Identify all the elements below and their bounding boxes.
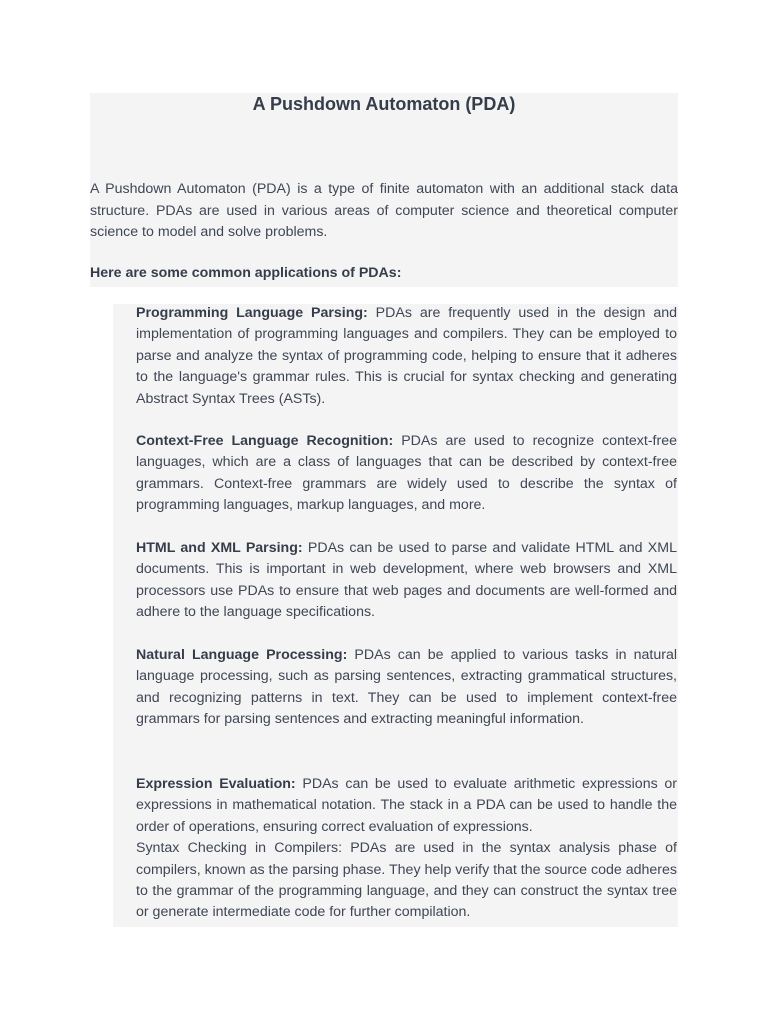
list-item-title: HTML and XML Parsing:: [136, 540, 303, 556]
list-item-extra-text: Syntax Checking in Compilers: PDAs are used in the syntax analysis phase of compilers, known as the parsing phase. They help verify that the source code adheres to the grammar of the programming language, and they can construct the syntax tree or generate intermediate code for further compilation.: [136, 840, 677, 921]
applications-heading: Here are some common applications of PDAs:: [90, 265, 402, 281]
list-item-text: PDAs can be used to parse and validate HTML and XML documents. This is important in web development, where web browsers and XML processors use PDAs to ensure that web pages and documents are well-formed and adhere to the language specifications.: [136, 540, 677, 621]
list-item-cfl-recognition: [136, 431, 677, 517]
list-item-title: Programming Language Parsing:: [136, 305, 368, 321]
list-item-html-xml: [136, 538, 677, 624]
list-item-expression-eval: [136, 774, 677, 924]
list-item-title: Context-Free Language Recognition:: [136, 433, 394, 449]
list-item-text: PDAs can be applied to various tasks in natural language processing, such as parsing sentences, extracting grammatical structures, and recognizing patterns in text. They can be used to implement context-free grammars for parsing sentences and extracting meaningful information.: [136, 647, 677, 728]
list-item-text: PDAs are used to recognize context-free languages, which are a class of languages that can be described by context-free grammars. Context-free grammars are widely used to describe the syntax of programming languages, markup languages, and more.: [136, 433, 678, 514]
list-item-parsing: [136, 303, 677, 410]
applications-list: [113, 304, 678, 927]
list-item-text: PDAs are frequently used in the design and implementation of programming languages and compilers. They can be employed to parse and analyze the syntax of programming code, helping to ensure that it adheres to the language's grammar rules. This is crucial for syntax checking and generating Abstract Syntax Trees (ASTs).: [136, 305, 677, 407]
list-item-title: Expression Evaluation:: [136, 776, 296, 792]
list-item-text: PDAs can be used to evaluate arithmetic expressions or expressions in mathematical notation. The stack in a PDA can be used to handle the order of operations, ensuring correct evaluation of expressions.: [136, 776, 677, 835]
intro-paragraph: A Pushdown Automaton (PDA) is a type of finite automaton with an additional stack data structure. PDAs are used in various areas of computer science and theoretical computer science to model and solve problems.: [90, 181, 678, 241]
list-item-nlp: [136, 645, 677, 731]
list-item-title: Natural Language Processing:: [136, 647, 348, 663]
intro-section: [90, 93, 678, 287]
page-title: A Pushdown Automaton (PDA): [252, 94, 516, 114]
